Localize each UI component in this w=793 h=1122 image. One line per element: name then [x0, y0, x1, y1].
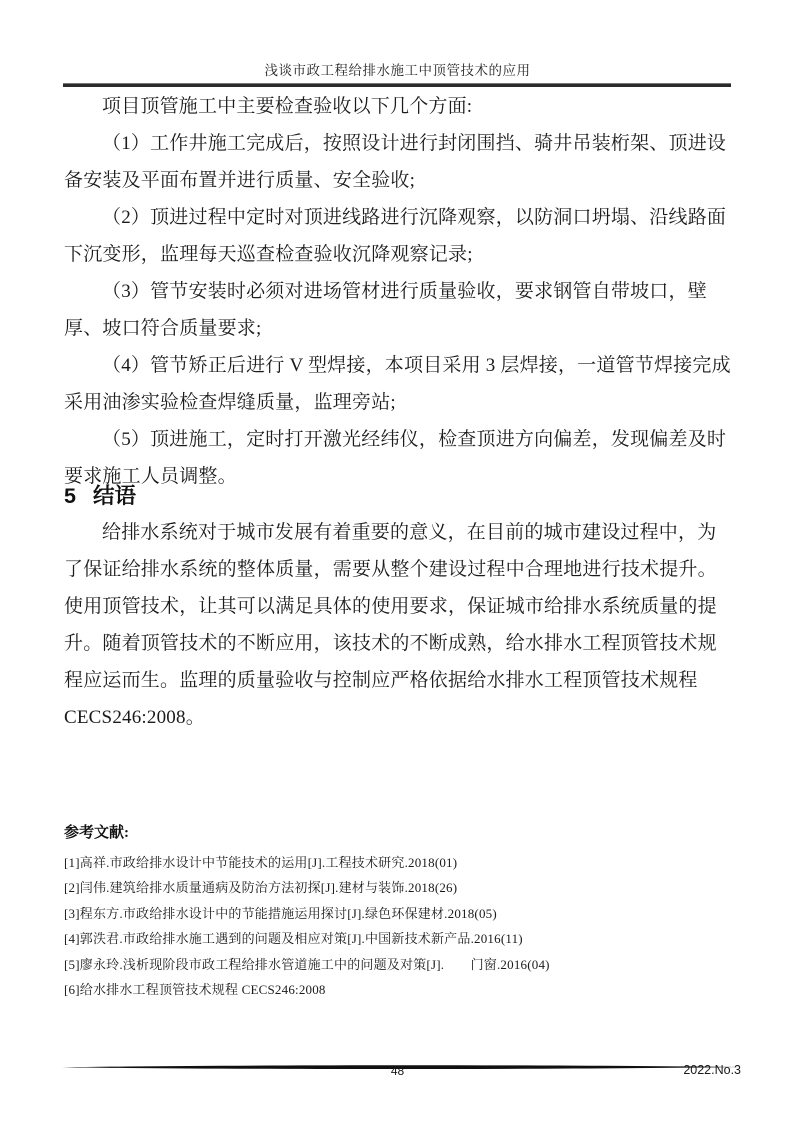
body-paragraph: 项目顶管施工中主要检查验收以下几个方面:: [102, 96, 473, 117]
running-head-title: 浅谈市政工程给排水施工中顶管技术的应用: [264, 63, 531, 78]
body-paragraphs: [64, 88, 731, 495]
section-heading: [64, 482, 136, 510]
body-paragraph: （5）顶进施工，定时打开激光经纬仪，检查顶进方向偏差，发现偏差及时要求施工人员调整。: [64, 429, 727, 487]
header-rule: [63, 83, 731, 87]
body-paragraph: （1）工作井施工完成后，按照设计进行封闭围挡、骑井吊装桁架、顶进设备安装及平面布置并进行质量、安全验收;: [64, 133, 727, 191]
references-section: [64, 820, 744, 1002]
body-paragraph: （2）顶进过程中定时对顶进线路进行沉降观察，以防洞口坍塌、沿线路面下沉变形，监理每天巡查检查验收沉降观察记录;: [64, 207, 727, 265]
section-heading-title: 结语: [92, 484, 136, 508]
page-number: 48: [390, 1064, 405, 1078]
body-paragraph: （3）管节安装时必须对进场管材进行质量验收，要求钢管自带坡口，壁厚、坡口符合质量要求;: [64, 281, 707, 339]
body-paragraph: （4）管节矫正后进行 V 型焊接，本项目采用 3 层焊接，一道管节焊接完成采用油渗实验检查焊缝质量，监理旁站;: [64, 355, 731, 413]
references-list: [64, 850, 744, 1002]
issue-number: 2022.No.3: [683, 1063, 741, 1077]
reference-item: [5]廖永玲.浅析现阶段市政工程给排水管道施工中的问题及对策[J]. 门窗.2016(04): [64, 956, 550, 972]
reference-item: [3]程东方.市政给排水设计中的节能措施运用探讨[J].绿色环保建材.2018(05): [64, 905, 497, 921]
reference-item: [2]闫伟.建筑给排水质量通病及防治方法初探[J].建材与装饰.2018(26): [64, 880, 458, 896]
reference-item: [1]高祥.市政给排水设计中节能技术的运用[J].工程技术研究.2018(01): [64, 855, 458, 870]
references-label: 参考文献:: [64, 825, 129, 841]
conclusion-paragraph: 给排水系统对于城市发展有着重要的意义，在目前的城市建设过程中，为了保证给排水系统的整体质量，需要从整个建设过程中合理地进行技术提升。使用顶管技术，让其可以满足具体的使用要求，保证城市给排水系统质量的提升。随着顶管技术的不断应用，该技术的不断成熟，给水排水工程顶管技术规程应运而生。监理的质量验收与控制应严格依据给水排水工程顶管技术规程 CECS246:2008。: [64, 522, 717, 728]
conclusion-section: [64, 514, 731, 736]
section-heading-number: 5: [64, 484, 76, 508]
reference-item: [6]给水排水工程顶管技术规程 CECS246:2008: [64, 982, 326, 998]
reference-item: [4]郭泆君.市政给排水施工遇到的问题及相应对策[J].中国新技术新产品.2016(11): [64, 931, 523, 947]
